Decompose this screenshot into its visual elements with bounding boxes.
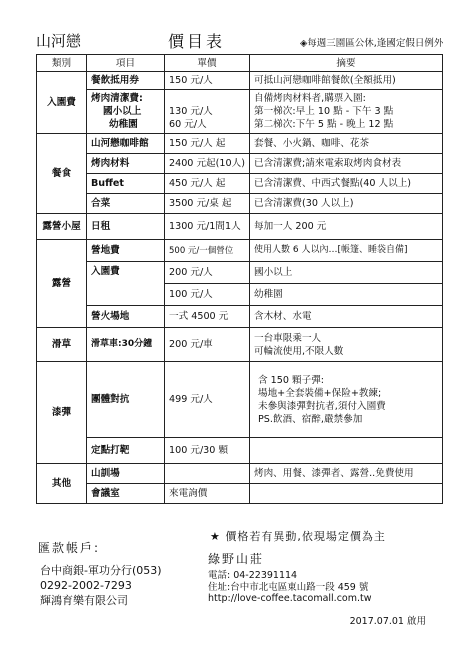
item-buffet: Buffet — [87, 174, 165, 194]
category-camping: 露營 — [37, 240, 87, 328]
table-row — [37, 328, 443, 362]
col-header-item: 項目 — [87, 55, 165, 72]
account-holder: 輝鴻育樂有限公司 — [40, 594, 128, 607]
summary-target-shooting — [250, 438, 443, 464]
price-buffet: 450 元/人 起 — [165, 174, 250, 194]
price-meeting-room: 來電詢價 — [165, 484, 250, 504]
price-camp-entry-1: 200 元/人 — [165, 262, 250, 284]
summary-cafe: 套餐、小火鍋、咖啡、花茶 — [250, 134, 443, 154]
item-team-battle: 團體對抗 — [87, 362, 165, 438]
account-info — [40, 563, 162, 608]
category-other: 其他 — [37, 464, 87, 504]
table-row — [37, 262, 443, 284]
price-campfire: 一式 4500 元 — [165, 306, 250, 328]
closure-note: ◈每週三園區公休,逢國定假日例外 — [300, 38, 444, 49]
category-meal: 餐食 — [37, 134, 87, 214]
page-footer — [0, 525, 460, 650]
phone-text: 電話: 04-22391114 — [208, 570, 298, 581]
item-clean-fee-sub2: 幼稚園 — [109, 119, 138, 130]
category-entry: 入園費 — [37, 72, 87, 134]
item-training-ground: 山訓場 — [87, 464, 165, 484]
summary-training-ground: 烤肉、用餐、漆彈者、露營..免費使用 — [250, 464, 443, 484]
table-row — [37, 174, 443, 194]
item-camp-entry: 入園費 — [87, 262, 165, 306]
page-header — [0, 24, 460, 51]
summary-grass-cart-2: 可輪流使用,不限人數 — [254, 345, 344, 357]
account-title: 匯款帳戶: — [38, 541, 101, 555]
table-row — [37, 214, 443, 240]
summary-cabin: 每加一人 200 元 — [250, 214, 443, 240]
price-clean-fee-2: 60 元/人 — [169, 119, 207, 130]
item-voucher: 餐飲抵用券 — [87, 72, 165, 90]
summary-bbq: 已含清潔費;請來電索取烤肉食材表 — [250, 154, 443, 174]
website-link[interactable]: http://love-coffee.tacomall.com.tw — [208, 593, 372, 604]
item-campfire: 營火場地 — [87, 306, 165, 328]
price-site-fee — [165, 240, 250, 262]
account-bank: 台中商銀-軍功分行(053) — [40, 564, 162, 577]
price-cabin: 1300 元/1間1人 — [165, 214, 250, 240]
table-row — [37, 464, 443, 484]
summary-team-battle-2: 場地+全套裝備+保险+教練; — [258, 387, 382, 399]
summary-banquet: 已含清潔費(30 人以上) — [250, 194, 443, 214]
summary-team-battle-1: 含 150 顆子彈: — [258, 374, 325, 386]
price-table — [36, 54, 443, 504]
category-cabin: 露營小屋 — [37, 214, 87, 240]
summary-team-battle — [250, 362, 443, 438]
table-row — [37, 484, 443, 504]
price-target-shooting: 100 元/30 顆 — [165, 438, 250, 464]
category-paintball: 漆彈 — [37, 362, 87, 464]
summary-campfire: 含木材、水電 — [250, 306, 443, 328]
table-header-row — [37, 55, 443, 72]
table-row — [37, 362, 443, 438]
price-site-fee-text: 500 元/一個營位 — [169, 245, 234, 256]
enable-date: 2017.07.01 啟用 — [349, 616, 426, 627]
item-clean-fee-sub1: 國小以上 — [103, 106, 142, 117]
summary-camp-entry-1: 國小以上 — [250, 262, 443, 284]
item-cabin: 日租 — [87, 214, 165, 240]
summary-voucher: 可抵山河戀咖啡館餐飲(全額抵用) — [250, 72, 443, 90]
item-meeting-room: 會議室 — [87, 484, 165, 504]
item-clean-fee-label: 烤肉清潔費: — [91, 93, 143, 104]
summary-meeting-room — [250, 484, 443, 504]
brand-name: 山河戀 — [36, 32, 82, 50]
address-text: 住址:台中市北屯區東山路一段 459 號 — [208, 581, 369, 593]
price-training-ground — [165, 464, 250, 484]
price-voucher: 150 元/人 — [165, 72, 250, 90]
summary-grass-cart-1: 一台車限乘一人 — [254, 332, 322, 344]
price-team-battle: 499 元/人 — [165, 362, 250, 438]
summary-team-battle-4: PS.飲酒、宿醉,嚴禁參加 — [258, 413, 363, 425]
price-clean-fee — [165, 90, 250, 134]
price-bbq: 2400 元起(10人) — [165, 154, 250, 174]
summary-clean-fee — [250, 90, 443, 134]
price-cafe: 150 元/人 起 — [165, 134, 250, 154]
item-grass-cart: 滑草車:30分鐘 — [87, 328, 165, 362]
page-title: 價目表 — [168, 32, 226, 51]
summary-clean-fee-0: 自備烤肉材料者,購票入園: — [254, 93, 366, 104]
table-row — [37, 194, 443, 214]
summary-grass-cart — [250, 328, 443, 362]
table-row — [37, 306, 443, 328]
table-row — [37, 90, 443, 134]
summary-clean-fee-1: 第一梯次:早上 10 點 - 下午 3 點 — [254, 106, 394, 117]
summary-buffet: 已含清潔費、中西式餐點(40 人以上) — [250, 174, 443, 194]
summary-camp-entry-2: 幼稚園 — [250, 284, 443, 306]
table-row — [37, 134, 443, 154]
contact-info — [208, 570, 372, 605]
price-banquet: 3500 元/桌 起 — [165, 194, 250, 214]
category-grass: 滑草 — [37, 328, 87, 362]
table-row — [37, 240, 443, 262]
item-cafe: 山河戀咖啡館 — [87, 134, 165, 154]
price-grass-cart: 200 元/車 — [165, 328, 250, 362]
summary-site-fee: 使用人數 6 人以內…[帳篷、睡袋自備] — [250, 240, 443, 262]
summary-team-battle-3: 未參與漆彈對抗者,須付入園費 — [258, 400, 386, 412]
farm-name: 綠野山莊 — [208, 552, 265, 566]
item-target-shooting: 定點打靶 — [87, 438, 165, 464]
price-camp-entry-2: 100 元/人 — [165, 284, 250, 306]
table-row — [37, 154, 443, 174]
item-banquet: 合菜 — [87, 194, 165, 214]
table-row — [37, 72, 443, 90]
col-header-price: 單價 — [165, 55, 250, 72]
col-header-summary: 摘要 — [250, 55, 443, 72]
summary-clean-fee-2: 第二梯次:下午 5 點 - 晚上 12 點 — [254, 119, 394, 130]
item-site-fee: 營地費 — [87, 240, 165, 262]
item-clean-fee — [87, 90, 165, 134]
price-clean-fee-1: 130 元/人 — [169, 106, 213, 117]
account-number: 0292-2002-7293 — [40, 579, 132, 592]
col-header-category: 類別 — [37, 55, 87, 72]
item-bbq: 烤肉材料 — [87, 154, 165, 174]
table-row — [37, 438, 443, 464]
price-change-note: ★ 價格若有異動,依現場定價為主 — [210, 530, 386, 543]
